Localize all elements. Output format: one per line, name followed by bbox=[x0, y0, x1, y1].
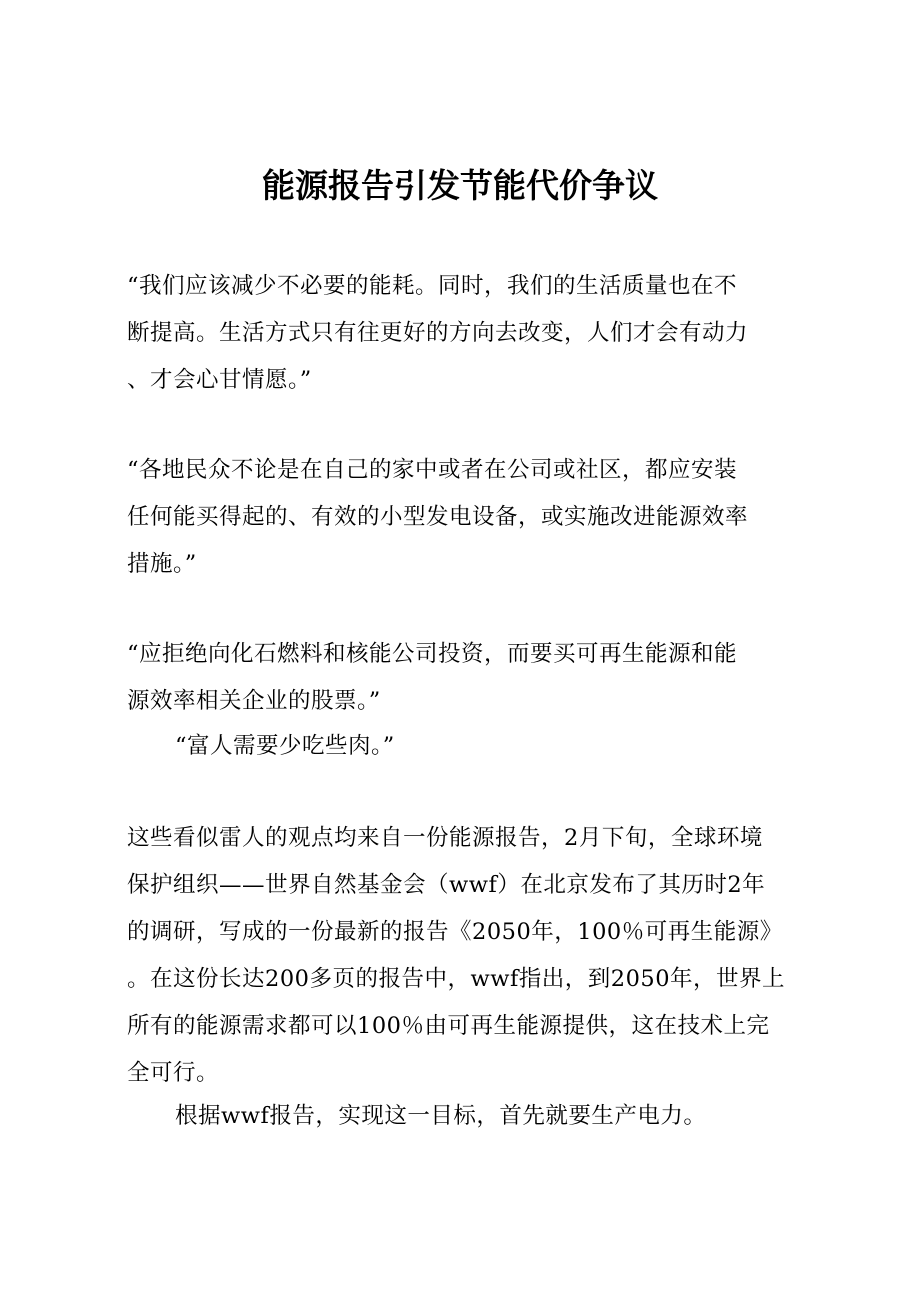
body-paragraph-2 bbox=[127, 1093, 807, 1140]
text-line: “应拒绝向化石燃料和核能公司投资，而要买可再生能源和能 bbox=[127, 641, 738, 667]
body-paragraph-1 bbox=[127, 815, 807, 1097]
text-line: 这些看似雷人的观点均来自一份能源报告，2月下旬，全球环境 bbox=[127, 825, 763, 851]
text-line: 的调研，写成的一份最新的报告《2050年，100％可再生能源》 bbox=[127, 919, 783, 945]
text-line: 。在这份长达200多页的报告中，wwf指出，到2050年，世界上 bbox=[127, 966, 786, 992]
text-line: 任何能买得起的、有效的小型发电设备，或实施改进能源效率 bbox=[127, 504, 749, 530]
quote-paragraph-4 bbox=[127, 723, 807, 770]
text-line: 断提高。生活方式只有往更好的方向去改变，人们才会有动力 bbox=[127, 320, 749, 346]
text-line: “富人需要少吃些肉。” bbox=[175, 733, 395, 759]
document-title: 能源报告引发节能代价争议 bbox=[262, 166, 658, 205]
quote-paragraph-1 bbox=[127, 263, 807, 404]
text-line: 根据wwf报告，实现这一目标，首先就要生产电力。 bbox=[175, 1103, 707, 1129]
quote-paragraph-2 bbox=[127, 447, 807, 588]
text-line: 源效率相关企业的股票。” bbox=[127, 688, 381, 714]
text-line: 措施。” bbox=[127, 551, 197, 577]
text-line: 全可行。 bbox=[127, 1060, 220, 1086]
text-line: “我们应该减少不必要的能耗。同时，我们的生活质量也在不 bbox=[127, 273, 738, 299]
text-line: 保护组织——世界自然基金会（wwf）在北京发布了其历时2年 bbox=[127, 872, 766, 898]
text-line: 、才会心甘情愿。” bbox=[127, 367, 312, 393]
text-line: 所有的能源需求都可以100％由可再生能源提供，这在技术上完 bbox=[127, 1013, 770, 1039]
text-line: “各地民众不论是在自己的家中或者在公司或社区，都应安装 bbox=[127, 457, 738, 483]
quote-paragraph-3 bbox=[127, 631, 807, 725]
